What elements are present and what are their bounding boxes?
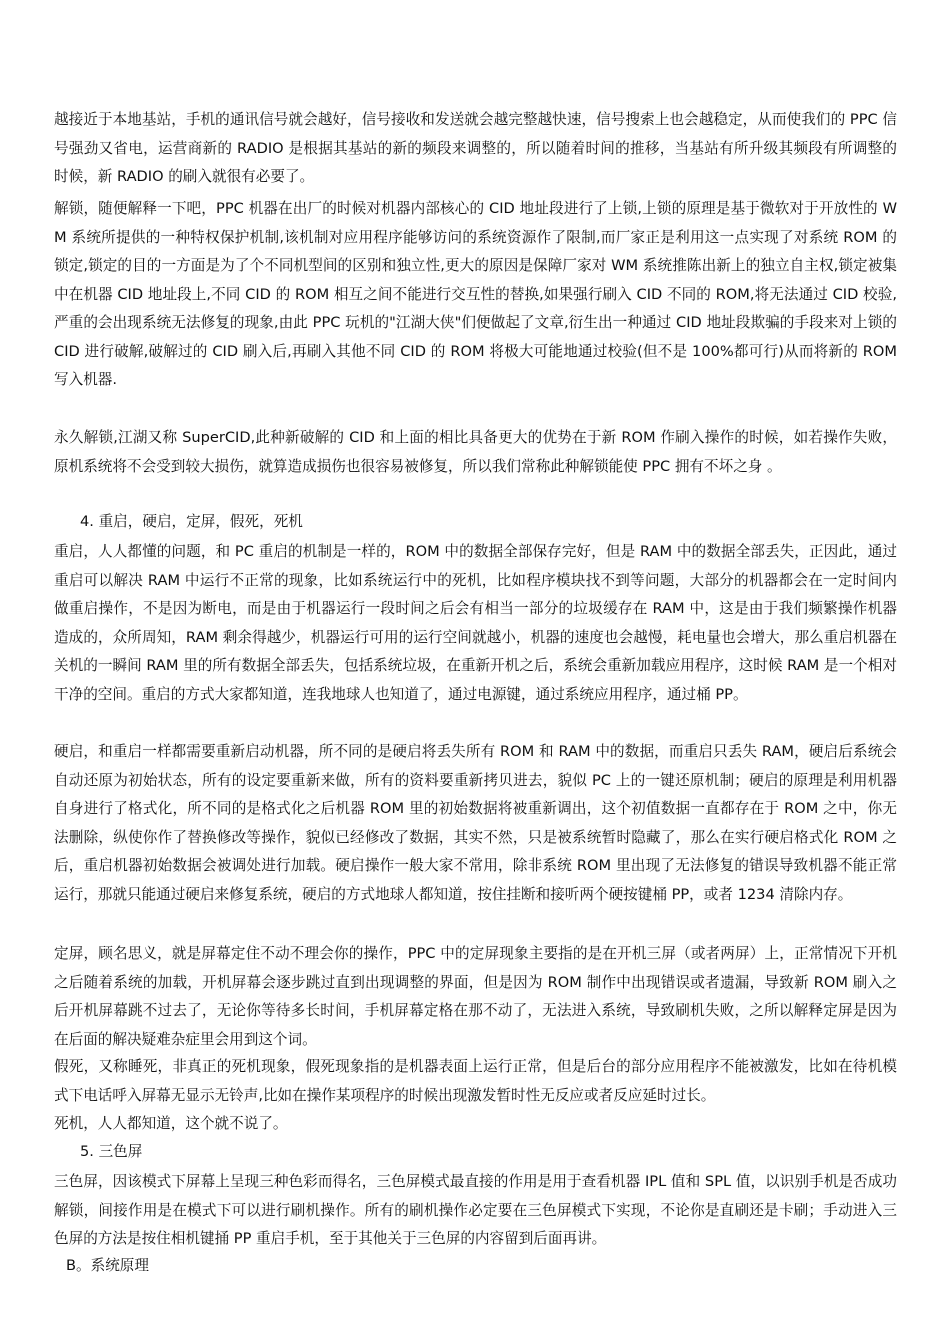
paragraph-crash: 死机，人人都知道，这个就不说了。 [54,1115,288,1132]
paragraph-unlock: 解锁，随便解释一下吧，PPC 机器在出厂的时候对机器内部核心的 CID 地址段进行了上锁,上锁的原理是基于微软对于开放性的 WM 系统所提供的一种特权保护机制,该机制对应用程序能够访问的系统资源作了限制,而厂家正是利用这一点实现了对系统 ROM 的锁定,锁定的目的一方面是为了个不同机型间的区别和独立性,更大的原因是保障厂家对 WM 系统推陈出新上的独立自主权,锁定被集中在机器 CID 地址段上,不同 CID 的 ROM 相互之间不能进行交互性的替换,如果强行刷入 CID 不同的 ROM,将无法通过 CID 校验,严重的会出现系统无法修复的现象,由此 PPC 玩机的"江湖大侠"们便做起了文章,衍生出一种通过 CID 地址段欺骗的手段来对上锁的 CID 进行破解,破解过的 CID 刷入后,再刷入其他不同 CID 的 ROM 将极大可能地通过校验(但不是 100%都可行)从而将新的 ROM 写入机器. [54,200,897,388]
paragraph-hard-reset: 硬启，和重启一样都需要重新启动机器，所不同的是硬启将丢失所有 ROM 和 RAM 中的数据，而重启只丢失 RAM，硬启后系统会自动还原为初始状态，所有的设定要重新来做，所有的资料要重新拷贝进去，貌似 PC 上的一键还原机制；硬启的原理是利用机器自身进行了格式化，所不同的是格式化之后机器 ROM 里的初始数据将被重新调出，这个初值数据一直都存在于 ROM 之中，你无法删除，纵使你作了替换修改等操作，貌似已经修改了数据，其实不然，只是被系统暂时隐藏了，那么在实行硬启格式化 ROM 之后，重启机器初始数据会被调处进行加载。硬启操作一般大家不常用，除非系统 ROM 里出现了无法修复的错误导致机器不能正常运行，那就只能通过硬启来修复系统，硬启的方式地球人都知道，按住挂断和接听两个硬按键桶 PP，或者 1234 清除内存。 [54,743,897,903]
section-heading-5: 5. 三色屏 [80,1143,143,1160]
paragraph-radio: 越接近于本地基站，手机的通讯信号就会越好，信号接收和发送就会越完整越快速，信号搜索上也会越稳定，从而使我们的 PPC 信号强劲又省电，运营商新的 RADIO 是根据其基站的新的频段来调整的，所以随着时间的推移，当基站有所升级其频段有所调整的时候，新 RADIO 的刷入就很有必要了。 [54,111,897,185]
paragraph-tricolor: 三色屏，因该模式下屏幕上呈现三种色彩而得名，三色屏模式最直接的作用是用于查看机器 IPL 值和 SPL 值，以识别手机是否成功解锁，间接作用是在模式下可以进行刷机操作。所有的刷机操作必定要在三色屏模式下实现，不论你是直刷还是卡刷；手动进入三色屏的方法是按住相机键捅 PP 重启手机，至于其他关于三色屏的内容留到后面再讲。 [54,1173,897,1247]
section-heading-4: 4. 重启，硬启，定屏，假死，死机 [80,513,303,530]
paragraph-supercid: 永久解锁,江湖又称 SuperCID,此种新破解的 CID 和上面的相比具备更大的优势在于新 ROM 作刷入操作的时候，如若操作失败，原机系统将不会受到较大损伤，就算造成损伤也很容易被修复，所以我们常称此种解锁能使 PPC 拥有不坏之身 。 [54,429,897,475]
paragraph-fake-freeze: 假死，又称睡死，非真正的死机现象，假死现象指的是机器表面上运行正常，但是后台的部分应用程序不能被激发，比如在待机模式下电话呼入屏幕无显示无铃声,比如在操作某项程序的时候出现激发暂时性无反应或者反应延时过长。 [54,1058,897,1104]
paragraph-screen-freeze: 定屏，顾名思义，就是屏幕定住不动不理会你的操作，PPC 中的定屏现象主要指的是在开机三屏（或者两屏）上，正常情况下开机之后随着系统的加载，开机屏幕会逐步跳过直到出现调整的界面，但是因为 ROM 制作中出现错误或者遗漏，导致新 ROM 刷入之后开机屏幕跳不过去了，无论你等待多长时间，手机屏幕定格在那不动了，无法进入系统，导致刷机失败，之所以解释定屏是因为在后面的解决疑难杂症里会用到这个词。 [54,945,897,1048]
section-heading-b: B。系统原理 [66,1257,149,1274]
paragraph-reboot: 重启，人人都懂的问题，和 PC 重启的机制是一样的，ROM 中的数据全部保存完好，但是 RAM 中的数据全部丢失，正因此，通过重启可以解决 RAM 中运行不正常的现象，比如系统运行中的死机，比如程序模块找不到等问题，大部分的机器都会在一定时间内做重启操作，不是因为断电，而是由于机器运行一段时间之后会有相当一部分的垃圾缓存在 RAM 中，这是由于我们频繁操作机器造成的，众所周知，RAM 剩余得越少，机器运行可用的运行空间就越小，机器的速度也会越慢，耗电量也会增大，那么重启机器在关机的一瞬间 RAM 里的所有数据全部丢失，包括系统垃圾，在重新开机之后，系统会重新加载应用程序，这时候 RAM 是一个相对干净的空间。重启的方式大家都知道，连我地球人也知道了，通过电源键，通过系统应用程序，通过桶 PP。 [54,543,897,703]
